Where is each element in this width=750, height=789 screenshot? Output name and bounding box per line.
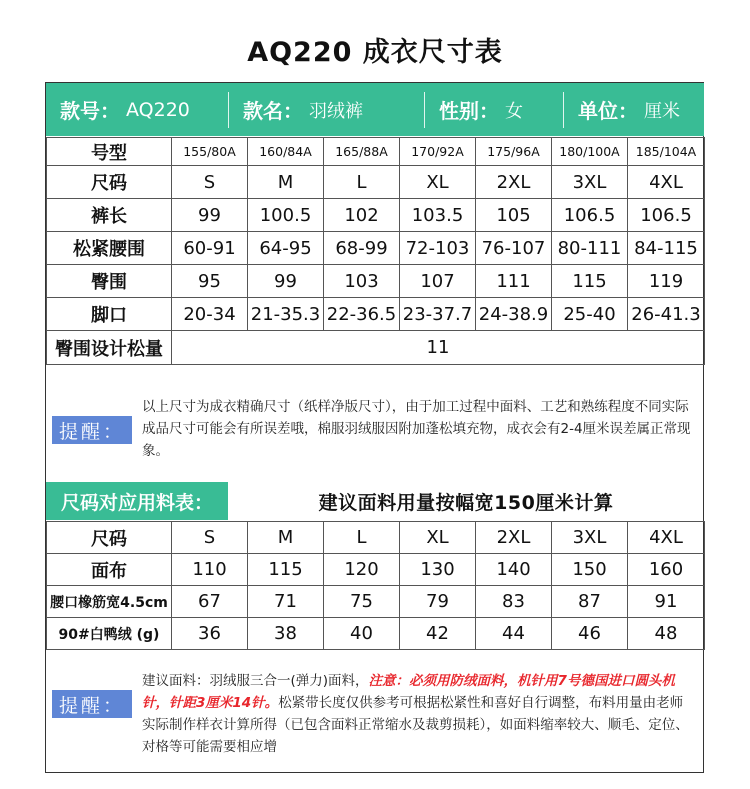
table-cell: 2XL [476,166,552,199]
table-cell: 60-91 [172,232,248,265]
material-section-header [46,482,704,520]
material-row [47,554,705,586]
size-row [47,265,705,298]
table-cell: 3XL [552,166,628,199]
row-label: 号型 [47,138,172,166]
header-divider [228,92,229,128]
table-cell: 22-36.5 [324,298,400,331]
ease-value: 11 [172,331,705,365]
gender-label: 性别： [439,99,499,123]
table-cell: 91 [628,586,705,618]
table-cell: 100.5 [248,199,324,232]
table-cell: S [172,166,248,199]
table-cell: 99 [172,199,248,232]
row-label: 尺码 [47,166,172,199]
table-cell: 150 [552,554,628,586]
table-cell: 111 [476,265,552,298]
header-divider [424,92,425,128]
table-cell: 23-37.7 [400,298,476,331]
table-cell: XL [400,166,476,199]
row-label: 90#白鸭绒 (g) [47,618,172,650]
material-row [47,522,705,554]
table-cell: 71 [248,586,324,618]
table-cell: 87 [552,586,628,618]
material-section-label: 尺码对应用料表： [46,482,228,520]
table-cell: 102 [324,199,400,232]
page-title: AQ220 成衣尺寸表 [247,37,503,68]
table-cell: 120 [324,554,400,586]
ease-row [47,331,705,365]
unit-label: 单位： [578,99,638,123]
gender-cell [425,83,563,136]
table-cell: 80-111 [552,232,628,265]
material-row [47,586,705,618]
table-cell: 25-40 [552,298,628,331]
material-section-note: 建议面料用量按幅宽150厘米计算 [318,491,614,514]
unit-cell [564,83,703,136]
reminder-text-2 [142,670,694,758]
table-cell: 3XL [552,522,628,554]
table-cell: 106.5 [552,199,628,232]
table-cell: 75 [324,586,400,618]
size-row [47,298,705,331]
table-cell: 67 [172,586,248,618]
row-label: 裤长 [47,199,172,232]
size-row [47,199,705,232]
unit-value: 厘米 [644,100,680,122]
header-divider [563,92,564,128]
name-label: 款名： [243,99,303,123]
row-label: 松紧腰围 [47,232,172,265]
material-row [47,618,705,650]
note-box-1 [46,374,704,482]
table-cell: 38 [248,618,324,650]
elastic-note-text: 松紧带长度仅供参考可根据松紧性和喜好自行调整，布料用量由老师实际制作样衣计算所得（已包含面料正常缩水及裁剪损耗），如面料缩率较大、顺毛、定位、对格等可能需要相应增 [142,695,689,755]
table-cell: 36 [172,618,248,650]
table-cell: 2XL [476,522,552,554]
table-cell: 48 [628,618,705,650]
table-cell: M [248,522,324,554]
table-cell: 160 [628,554,705,586]
table-cell: 130 [400,554,476,586]
row-label: 腰口橡筋宽4.5cm [47,586,172,618]
style-no-value: AQ220 [126,98,190,121]
table-cell: 155/80A [172,138,248,166]
table-cell: 83 [476,586,552,618]
name-value: 羽绒裤 [309,100,363,122]
reminder-badge-1: 提醒： [52,416,132,444]
table-cell: M [248,166,324,199]
table-cell: XL [400,522,476,554]
table-cell: 4XL [628,166,705,199]
table-cell: 119 [628,265,705,298]
warning-text: 注意：必须用防绒面料，机针用7号德国进口圆头机针，针距3厘米14针。 [142,673,675,711]
table-cell: 165/88A [324,138,400,166]
name-cell [229,83,424,136]
table-cell: S [172,522,248,554]
note-box-2 [46,654,704,772]
table-cell: 72-103 [400,232,476,265]
size-table [46,137,705,365]
table-cell: 115 [552,265,628,298]
table-cell: 40 [324,618,400,650]
table-cell: 20-34 [172,298,248,331]
table-cell: 180/100A [552,138,628,166]
ease-label: 臀围设计松量 [47,331,172,365]
table-cell: 106.5 [628,199,705,232]
table-cell: 79 [400,586,476,618]
size-row [47,232,705,265]
gender-value: 女 [505,100,523,122]
table-cell: 4XL [628,522,705,554]
material-table [46,521,705,650]
row-label: 臀围 [47,265,172,298]
style-no-label: 款号： [60,99,120,123]
table-cell: 44 [476,618,552,650]
table-cell: 46 [552,618,628,650]
size-row [47,138,705,166]
table-cell: 170/92A [400,138,476,166]
row-label: 脚口 [47,298,172,331]
table-cell: 110 [172,554,248,586]
table-cell: 64-95 [248,232,324,265]
table-cell: 76-107 [476,232,552,265]
table-cell: 95 [172,265,248,298]
table-cell: 99 [248,265,324,298]
size-row [47,166,705,199]
table-cell: 160/84A [248,138,324,166]
table-cell: 175/96A [476,138,552,166]
reminder-badge-2: 提醒： [52,690,132,718]
reminder-text-1: 以上尺寸为成衣精确尺寸（纸样净版尺寸），由于加工过程中面料、工艺和熟练程度不同实际成品尺寸可能会有所误差哦，棉服羽绒服因附加蓬松填充物，成衣会有2-4厘米误差属正常现象。 [142,399,691,459]
table-cell: 140 [476,554,552,586]
row-label: 面布 [47,554,172,586]
table-cell: 105 [476,199,552,232]
table-cell: 185/104A [628,138,705,166]
table-cell: 24-38.9 [476,298,552,331]
table-cell: 21-35.3 [248,298,324,331]
row-label: 尺码 [47,522,172,554]
table-cell: 103.5 [400,199,476,232]
table-cell: 103 [324,265,400,298]
table-cell: 107 [400,265,476,298]
fabric-suggestion-text: 建议面料：羽绒服三合一(弹力)面料， [142,673,369,689]
table-cell: 84-115 [628,232,705,265]
table-cell: L [324,522,400,554]
style-no-cell [46,83,228,136]
table-cell: 42 [400,618,476,650]
table-cell: L [324,166,400,199]
table-cell: 26-41.3 [628,298,705,331]
table-cell: 115 [248,554,324,586]
info-header [46,83,704,136]
table-cell: 68-99 [324,232,400,265]
